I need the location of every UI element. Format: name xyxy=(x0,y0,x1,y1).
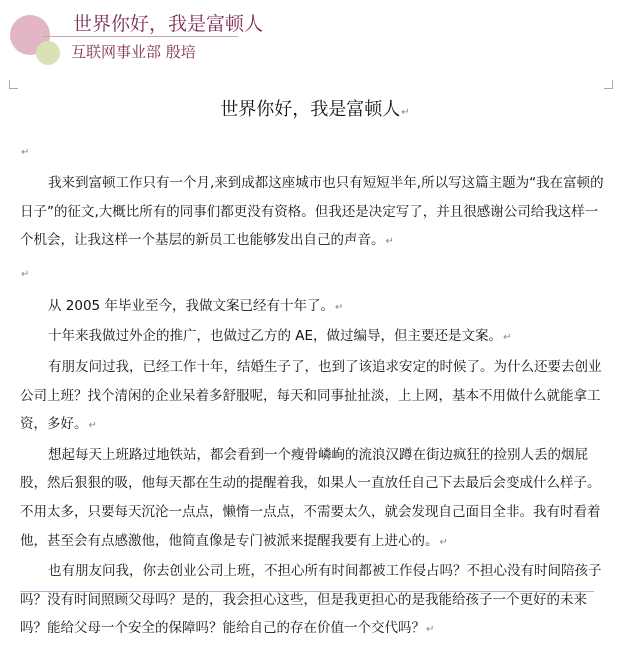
paragraph-text: 想起每天上班路过地铁站，都会看到一个瘦骨嶙峋的流浪汉蹲在街边疯狂的捡别人丢的烟屁股，然后狠狠的吸，他每天都在生动的提醒着我，如果人一直放任自己下去最后会变成什么样子。不用太多，只要每天沉沦一点点，懒惰一点点，不需要太久，就会发现自己面目全非。我有时看着他，甚至会有点感激他，他简直像是专门被派来提醒我要有上进心的。 xyxy=(20,446,601,549)
margin-corner-mark-right xyxy=(604,80,613,89)
document-title xyxy=(20,96,610,127)
paragraph-mark-icon: ↵ xyxy=(503,332,512,344)
paragraph-mark-icon: ↵ xyxy=(426,624,435,636)
page-break-line xyxy=(20,591,594,592)
header-decor-green-circle xyxy=(36,41,60,65)
margin-corner-mark-left xyxy=(9,80,18,89)
paragraph-text: 也有朋友问我，你去创业公司上班，不担心所有时间都被工作侵占吗？不担心没有时间陪孩子吗？没有时间照顾父母吗？是的，我会担心这些，但是我更担心的是我能给孩子一个更好的未来吗？能给父母一个安全的保障吗？能给自己的存在价值一个交代吗？ xyxy=(20,563,602,637)
header-title: 世界你好，我是富顿人 xyxy=(73,13,264,35)
empty-paragraph xyxy=(20,260,610,284)
paragraph xyxy=(20,169,610,257)
document-body[interactable] xyxy=(20,96,610,645)
empty-paragraph xyxy=(20,138,610,162)
paragraph-text: 我来到富顿工作只有一个月,来到成都这座城市也只有短短半年,所以写这篇主题为“我在富顿的日子”的征文,大概比所有的同事们都更没有资格。但我还是决定写了，并且很感谢公司给我这样一个机会，让我这样一个基层的新员工也能够发出自己的声音。 xyxy=(20,175,604,249)
paragraph-mark-icon: ↵ xyxy=(439,536,448,548)
paragraph-mark-icon: ↵ xyxy=(401,107,410,118)
paragraph xyxy=(20,292,610,323)
paragraph-text: 有朋友问过我，已经工作十年，结婚生子了，也到了该追求安定的时候了。为什么还要去创业公司上班？找个清闲的企业呆着多舒服呢，每天和同事扯扯淡，上上网，基本不用做什么就能拿工资，多好。 xyxy=(20,358,602,433)
paragraph xyxy=(20,322,610,353)
header-divider xyxy=(42,36,238,37)
paragraph-text: 十年来我做过外企的推广，也做过乙方的 AE，做过编导，但主要还是文案。 xyxy=(48,328,503,345)
paragraph xyxy=(20,441,610,557)
header-subtitle: 互联网事业部 殷培 xyxy=(71,43,196,61)
paragraph-mark-icon: ↵ xyxy=(21,147,30,158)
paragraph-mark-icon: ↵ xyxy=(385,236,394,248)
paragraph-text: 从 2005 年毕业至今，我做文案已经有十年了。 xyxy=(48,297,334,314)
paragraph xyxy=(20,557,610,645)
paragraph-mark-icon: ↵ xyxy=(88,420,97,432)
paragraph-mark-icon: ↵ xyxy=(21,268,30,280)
paragraph xyxy=(20,353,610,441)
paragraph-mark-icon: ↵ xyxy=(334,301,344,313)
document-title-text: 世界你好，我是富顿人 xyxy=(220,99,401,120)
